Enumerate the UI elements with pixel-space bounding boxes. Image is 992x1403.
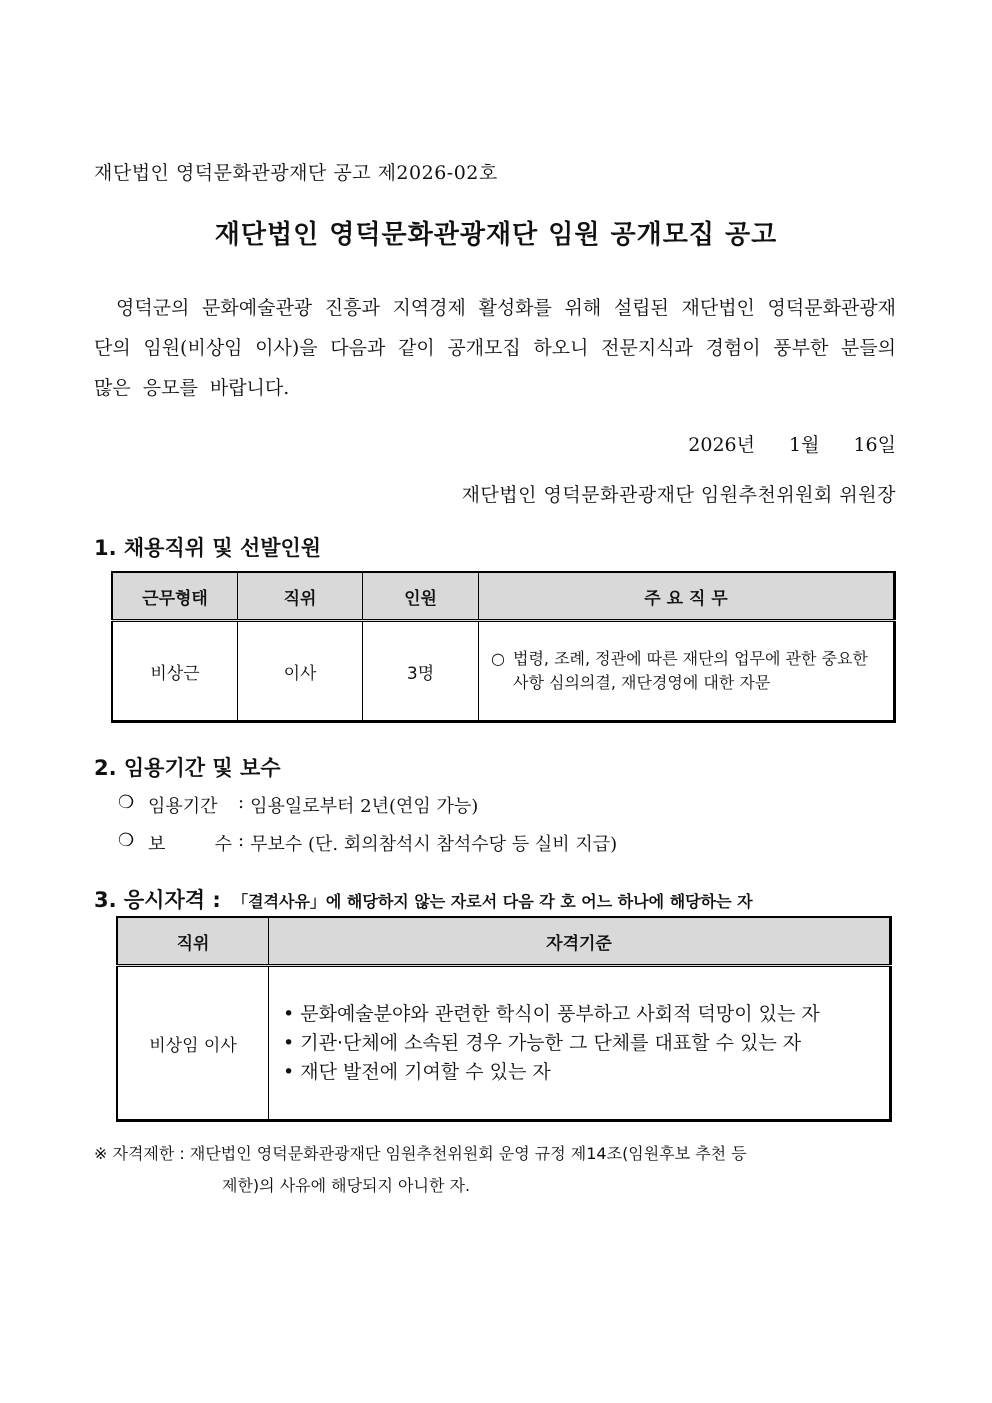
pay-item	[118, 830, 617, 856]
positions-table	[111, 571, 896, 723]
header-work-type: 근무형태	[112, 572, 238, 621]
circle-bullet-icon: ❍	[118, 792, 135, 813]
term-item	[118, 792, 478, 818]
criteria-item: • 재단 발전에 기여할 수 있는 자	[283, 1060, 551, 1083]
qualifications-table	[116, 916, 892, 1122]
pay-label-part-b: 수	[214, 834, 232, 855]
restriction-line-1: ※ 자격제한 : 재단법인 영덕문화관광재단 임원추천위원회 운영 규정 제14조(임원후보 추천 등	[94, 1144, 747, 1163]
criteria-item: • 기관·단체에 소속된 경우 가능한 그 단체를 대표할 수 있는 자	[283, 1031, 802, 1054]
cell-count: 3명	[363, 621, 479, 722]
intro-paragraph	[94, 288, 896, 408]
header-duties: 주 요 직 무	[479, 572, 895, 621]
header-position: 직위	[117, 917, 269, 966]
table-row	[117, 966, 891, 1121]
section-2-title: 2. 임용기간 및 보수	[94, 756, 281, 780]
notice-number: 재단법인 영덕문화관광재단 공고 제2026-02호	[94, 162, 498, 184]
cell-position: 비상임 이사	[117, 966, 269, 1121]
table-row	[112, 621, 895, 722]
section-3-heading: 3. 응시자격 :	[94, 888, 221, 912]
pay-label-part-a: 보	[148, 834, 166, 855]
separator: :	[238, 830, 245, 851]
cell-duties	[479, 621, 895, 722]
date-day: 16일	[853, 434, 896, 456]
issuer: 재단법인 영덕문화관광재단 임원추천위원회 위원장	[461, 484, 896, 506]
announcement-date	[688, 430, 896, 457]
header-count: 인원	[363, 572, 479, 621]
term-label: 임용기간	[148, 796, 218, 817]
section-1-title: 1. 채용직위 및 선발인원	[94, 536, 322, 560]
cell-position: 이사	[238, 621, 363, 722]
restriction-line-2: 제한)의 사유에 해당되지 아니한 자.	[222, 1176, 471, 1195]
circle-bullet-icon: ○	[491, 649, 505, 668]
separator: :	[238, 792, 245, 813]
header-position: 직위	[238, 572, 363, 621]
circle-bullet-icon: ❍	[118, 830, 135, 851]
restriction-note	[94, 1138, 896, 1202]
pay-label	[148, 830, 232, 856]
cell-work-type: 비상근	[112, 621, 238, 722]
pay-value: 무보수 (단. 회의참석시 참석수당 등 실비 지급)	[250, 834, 618, 855]
date-year: 2026년	[688, 434, 756, 456]
intro-text: 영덕군의 문화예술관광 진흥과 지역경제 활성화를 위해 설립된 재단법인 영덕문화관광재단의 임원(비상임 이사)을 다음과 같이 공개모집 하오니 전문지식과 경험이 풍부한 분들의 많은 응모를 바랍니다.	[94, 297, 896, 399]
page-title: 재단법인 영덕문화관광재단 임원 공개모집 공고	[214, 220, 778, 250]
duties-text: 법령, 조례, 정관에 따른 재단의 업무에 관한 중요한 사항 심의의결, 재단경영에 대한 자문	[513, 649, 868, 692]
criteria-item: • 문화예술분야와 관련한 학식이 풍부하고 사회적 덕망이 있는 자	[283, 1002, 820, 1025]
section-3-title	[94, 884, 753, 914]
date-month: 1월	[789, 434, 820, 456]
cell-criteria	[269, 966, 891, 1121]
table-header-row	[117, 917, 891, 966]
section-3-subtitle: 「결격사유」에 해당하지 않는 자로서 다음 각 호 어느 하나에 해당하는 자	[232, 892, 753, 911]
header-criteria: 자격기준	[269, 917, 891, 966]
table-header-row	[112, 572, 895, 621]
term-value: 임용일로부터 2년(연임 가능)	[250, 796, 479, 817]
